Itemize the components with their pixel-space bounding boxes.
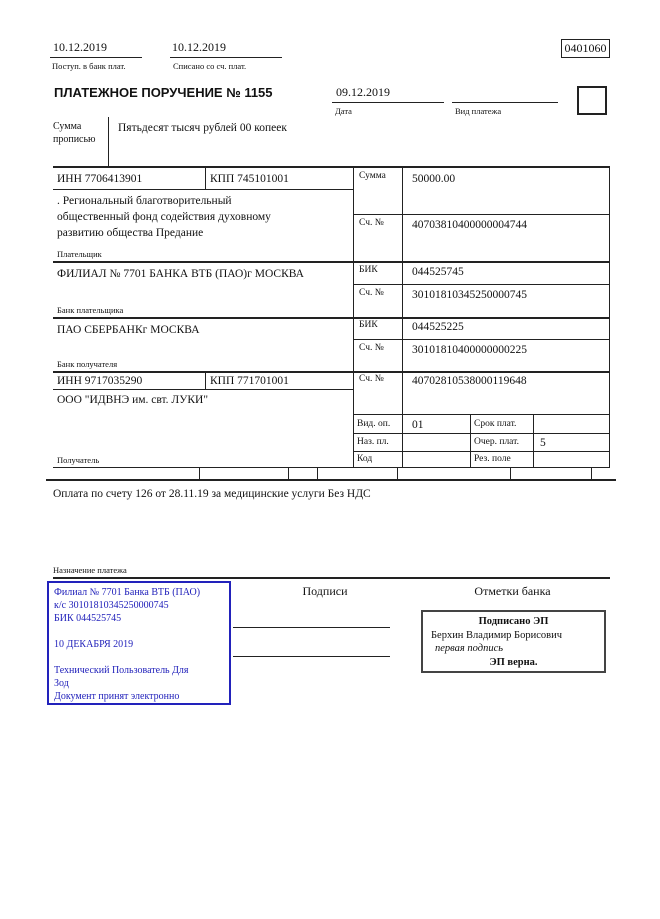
payer-name-line2: общественный фонд содействия духовному (57, 211, 271, 223)
esign-name: Берхин Владимир Борисович (431, 629, 562, 641)
payee-acc-row-border (353, 414, 610, 415)
sum-value: 50000.00 (412, 173, 456, 185)
payer-section-border (53, 261, 610, 263)
bank-stamp-line-6: Зод (54, 678, 69, 689)
esign-verdict: ЭП верна. (489, 656, 538, 668)
bank-stamp-spacer-2 (54, 651, 224, 664)
payer-account-value: 40703810400000004744 (412, 219, 527, 231)
document-title: ПЛАТЕЖНОЕ ПОРУЧЕНИЕ № 1155 (54, 85, 273, 100)
date-label: Дата (335, 106, 352, 116)
purpose-section-label: Назначение платежа (53, 565, 127, 575)
payer-name-line1: . Региональный благотворительный (57, 195, 232, 207)
payee-bank-name: ПАО СБЕРБАНКг МОСКВА (57, 324, 200, 336)
payer-bank-bik-label: БИК (359, 265, 378, 275)
bank-stamp-spacer-1 (54, 625, 224, 638)
payee-bank-bik-value: 044525225 (412, 321, 464, 333)
payee-bank-acc-label: Сч. № (359, 343, 384, 353)
payer-bank-acc-value: 30101810345250000745 (412, 289, 527, 301)
payment-kind-underline (452, 102, 558, 103)
table-right-border (609, 166, 610, 468)
payee-bank-acc-value: 30101810400000000225 (412, 344, 527, 356)
code-label: Код (357, 454, 373, 464)
payment-kind-box (577, 86, 607, 115)
esign-title: Подписано ЭП (478, 616, 549, 627)
table-bottom-border (46, 479, 616, 481)
payment-kind-label: Вид платежа (455, 106, 502, 116)
naz-pl-label: Наз. пл. (357, 437, 389, 447)
payer-bank-section-border (53, 317, 610, 319)
signatures-label: Подписи (302, 584, 348, 598)
rez-pole-label: Рез. поле (474, 454, 511, 464)
debited-label: Списано со сч. плат. (173, 61, 247, 71)
ocher-plat-label: Очер. плат. (474, 437, 519, 447)
table-top-border (53, 166, 610, 168)
signature-line-1 (233, 627, 390, 628)
budget-row-divider-4 (397, 467, 398, 480)
budget-row-divider-3 (317, 467, 318, 480)
payee-bank-bik-label: БИК (359, 320, 378, 330)
budget-row-divider-2 (288, 467, 289, 480)
payer-bank-bik-value: 044525745 (412, 266, 464, 278)
payer-bank-name: ФИЛИАЛ № 7701 БАНКА ВТБ (ПАО)г МОСКВА (57, 268, 304, 280)
payer-name-line3: развитию общества Предание (57, 227, 204, 239)
payee-account-label: Сч. № (359, 374, 384, 384)
payee-bank-bik-border (353, 339, 610, 340)
srok-plat-label: Срок плат. (474, 419, 517, 429)
payer-inn-kpp-divider (205, 166, 206, 190)
payee-name: ООО "ИДВНЭ им. свт. ЛУКИ" (57, 394, 209, 406)
naz-pl-row-border (353, 451, 610, 452)
sum-row-border (353, 214, 610, 215)
srok-column-left-divider (470, 414, 471, 468)
sum-label: Сумма (359, 171, 386, 181)
purpose-text: Оплата по счету 126 от 28.11.19 за медицинские услуги Без НДС (53, 488, 371, 500)
payee-bank-section-label: Банк получателя (57, 359, 118, 369)
bank-stamp-line-1: Филиал № 7701 Банка ВТБ (ПАО) (54, 587, 201, 598)
bank-stamp-line-3: БИК 044525745 (54, 613, 122, 624)
received-in-bank-date: 10.12.2019 (53, 40, 107, 54)
payee-inn-kpp-divider (205, 371, 206, 390)
payer-bank-section-label: Банк плательщика (57, 305, 124, 315)
purpose-bottom-border (53, 577, 610, 579)
ocher-plat-value: 5 (540, 437, 546, 449)
budget-row-divider-5 (510, 467, 511, 480)
debited-date-underline (170, 57, 282, 58)
bank-stamp (47, 581, 231, 705)
payer-bank-acc-label: Сч. № (359, 288, 384, 298)
bank-stamp-line-5: Технический Пользователь Для (54, 665, 189, 676)
received-date-underline (50, 57, 142, 58)
payee-account-value: 40702810538000119648 (412, 375, 527, 387)
srok-column-right-divider (533, 414, 534, 468)
amount-in-words-label: Сумма прописью (53, 121, 96, 145)
document-date-underline (332, 102, 444, 103)
payer-inn: ИНН 7706413901 (57, 173, 143, 185)
label-column-divider (402, 166, 403, 468)
debited-date: 10.12.2019 (172, 40, 226, 54)
payee-inn: ИНН 9717035290 (57, 375, 143, 387)
op-kind-value: 01 (412, 419, 424, 431)
op-kind-label: Вид. оп. (357, 419, 391, 429)
bank-stamp-date: 10 ДЕКАБРЯ 2019 (54, 639, 134, 650)
payer-account-label: Сч. № (359, 218, 384, 228)
received-in-bank-label: Поступ. в банк плат. (52, 61, 126, 71)
bank-stamp-line-2: к/с 30101810345250000745 (54, 600, 169, 611)
payer-kpp: КПП 745101001 (210, 173, 289, 185)
signature-line-2 (233, 656, 390, 657)
payer-bank-bik-border (353, 284, 610, 285)
amount-in-words-value: Пятьдесят тысяч рублей 00 копеек (118, 122, 287, 134)
payee-inn-row-border (53, 389, 353, 390)
payee-section-border (53, 467, 610, 468)
payer-inn-row-border (53, 189, 353, 190)
esign-box (421, 610, 606, 673)
budget-row-divider-1 (199, 467, 200, 480)
main-column-divider (353, 166, 354, 468)
payee-section-label: Получатель (57, 455, 100, 465)
esign-note: первая подпись (435, 643, 504, 654)
document-date: 09.12.2019 (336, 85, 390, 99)
form-code-box: 0401060 (561, 39, 610, 58)
budget-row-divider-6 (591, 467, 592, 480)
payee-kpp: КПП 771701001 (210, 375, 289, 387)
op-kind-row-border (353, 433, 610, 434)
amount-words-divider (108, 117, 109, 167)
bank-marks-label: Отметки банка (474, 584, 551, 598)
bank-stamp-line-7: Документ принят электронно (54, 691, 180, 702)
payer-section-label: Плательщик (57, 249, 102, 259)
